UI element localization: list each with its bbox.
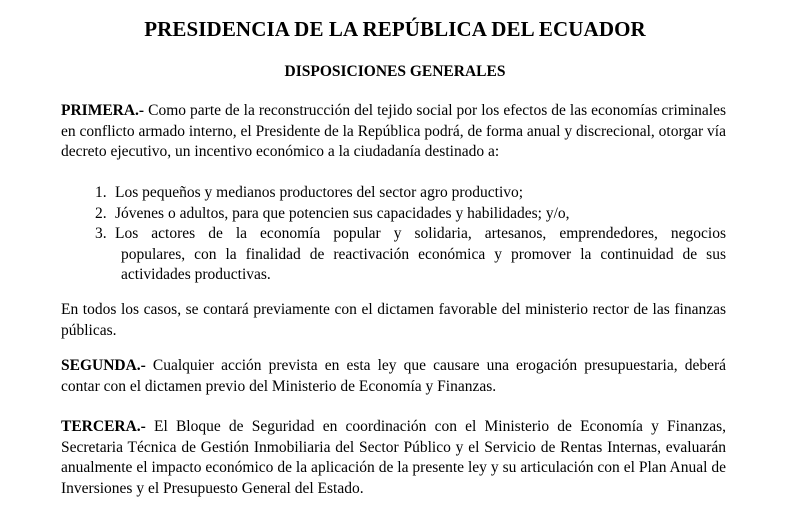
list-item-continuation: populares, con la finalidad de reactivación económica y promover la continuidad de sus actividades productivas. xyxy=(121,245,726,284)
segunda-label: SEGUNDA.- xyxy=(61,357,146,374)
primera-text: Como parte de la reconstrucción del tejido social por los efectos de las economías criminales en conflicto armado interno, el Presidente de la República podrá, de forma anual y discrecional, otorgar vía decreto ejecutivo, un incentivo económico a la ciudadanía destinado a: xyxy=(61,102,726,161)
list-item xyxy=(61,204,726,225)
section-title: DISPOSICIONES GENERALES xyxy=(284,63,506,80)
tercera-text: El Bloque de Seguridad en coordinación con el Ministerio de Economía y Finanzas, Secretaria Técnica de Gestión Inmobiliaria del Sector Público y el Servicio de Rentas Internas, evaluarán anualmente el impacto económico de la aplicación de la presente ley y su articulación con el Plan Anual de Inversiones y el Presupuesto General del Estado. xyxy=(61,418,726,497)
tercera-label: TERCERA.- xyxy=(61,418,146,435)
paragraph-segunda xyxy=(61,356,726,397)
list-item-number: 1. xyxy=(95,184,107,201)
paragraph-tercera xyxy=(61,417,726,499)
list-item-text: Jóvenes o adultos, para que potencien sus capacidades y habilidades; y/o, xyxy=(115,204,570,222)
list-item-number: 2. xyxy=(95,204,107,222)
segunda-text: Cualquier acción prevista en esta ley que causare una erogación presupuestaria, deberá contar con el dictamen previo del Ministerio de Economía y Finanzas. xyxy=(61,357,726,395)
primera-label: PRIMERA.- xyxy=(61,102,145,119)
incentive-list xyxy=(61,183,726,286)
paragraph-primera xyxy=(61,101,726,163)
list-item-number: 3. xyxy=(95,225,107,243)
list-item xyxy=(61,224,726,286)
list-item-text: Los actores de la economía popular y solidaria, artesanos, emprendedores, negocios xyxy=(115,225,726,243)
paragraph-todos: En todos los casos, se contará previamente con el dictamen favorable del ministerio rector de las finanzas públicas. xyxy=(61,301,726,339)
document-title: PRESIDENCIA DE LA REPÚBLICA DEL ECUADOR xyxy=(144,17,646,41)
list-item xyxy=(61,183,726,204)
list-item-text: Los pequeños y medianos productores del sector agro productivo; xyxy=(115,184,524,201)
